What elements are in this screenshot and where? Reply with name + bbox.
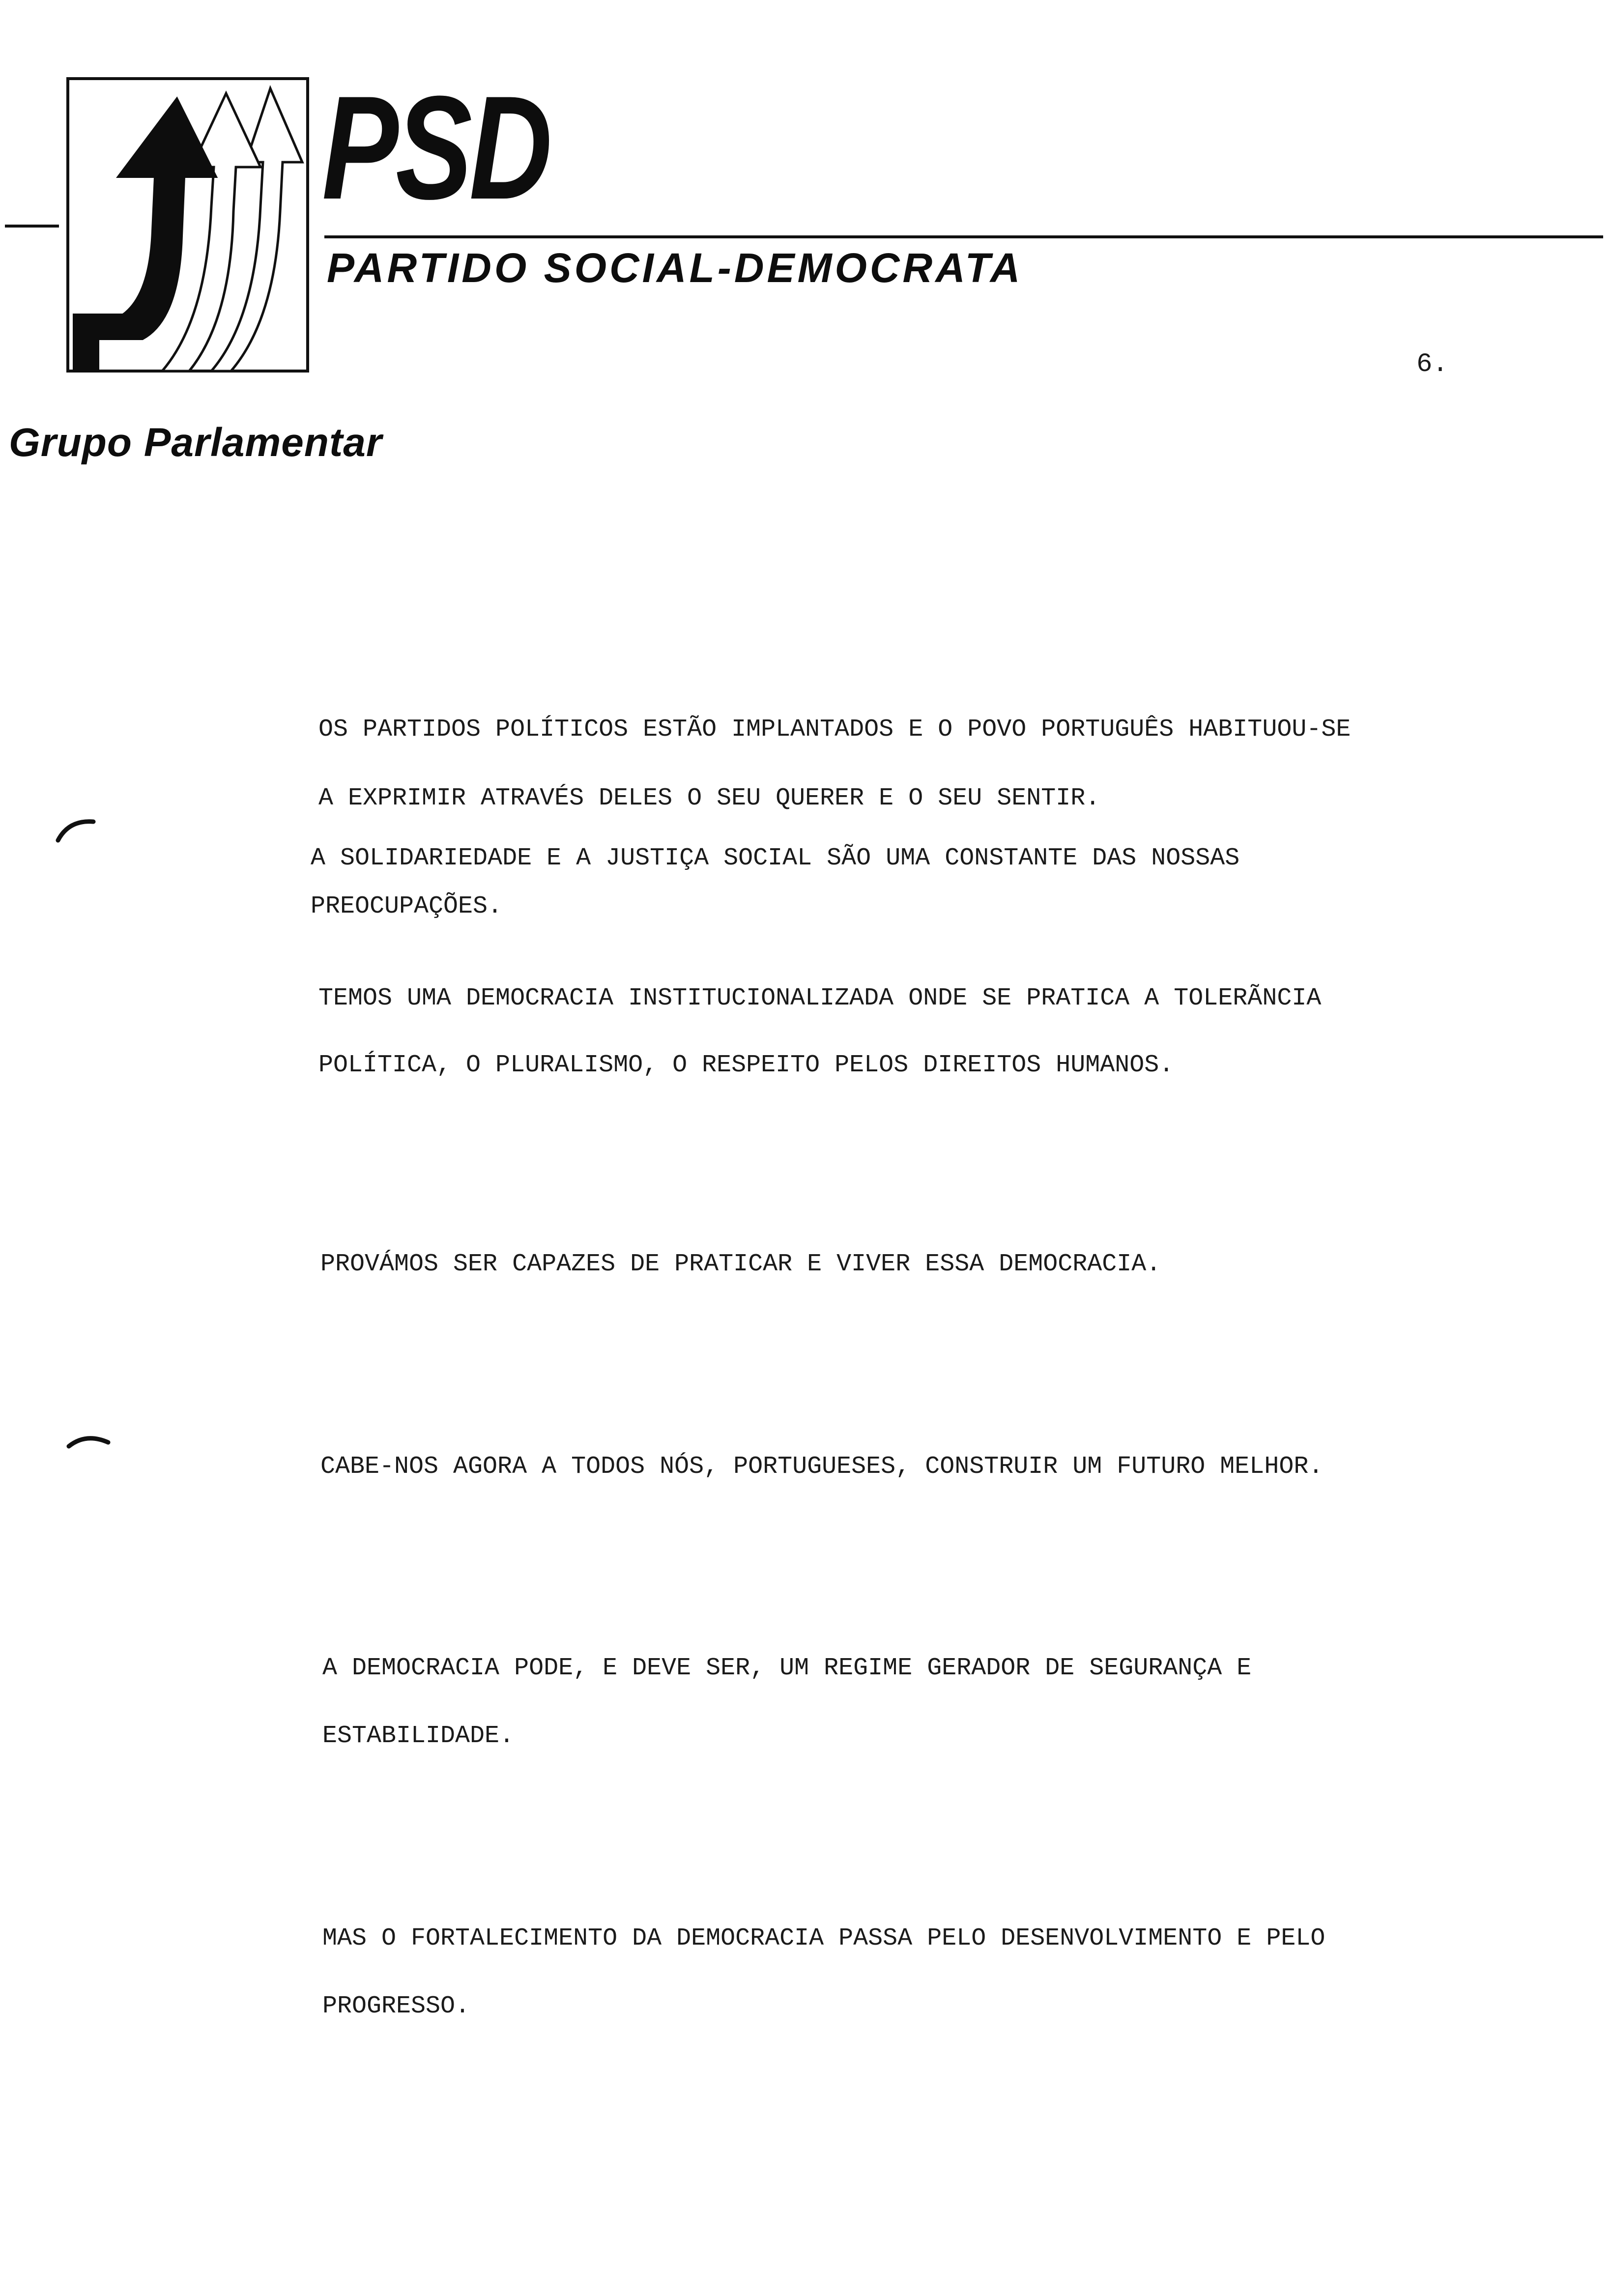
party-name: PARTIDO SOCIAL-DEMOCRATA (327, 245, 1023, 291)
body-line: A DEMOCRACIA PODE, E DEVE SER, UM REGIME GERADOR DE SEGURANÇA E (322, 1654, 1252, 1682)
body-line: PROGRESSO. (322, 1992, 470, 2020)
body-line: TEMOS UMA DEMOCRACIA INSTITUCIONALIZADA ONDE SE PRATICA A TOLERÃNCIA (318, 984, 1322, 1012)
body-line: OS PARTIDOS POLÍTICOS ESTÃO IMPLANTADOS E O POVO PORTUGUÊS HABITUOU-SE (318, 716, 1351, 744)
body-line: PROVÁMOS SER CAPAZES DE PRATICAR E VIVER ESSA DEMOCRACIA. (320, 1250, 1161, 1278)
party-abbreviation: PSD (322, 65, 549, 230)
body-line: POLÍTICA, O PLURALISMO, O RESPEITO PELOS DIREITOS HUMANOS. (318, 1051, 1174, 1079)
body-line: A EXPRIMIR ATRAVÉS DELES O SEU QUERER E O SEU SENTIR. (318, 784, 1100, 812)
body-line: CABE-NOS AGORA A TODOS NÓS, PORTUGUESES, CONSTRUIR UM FUTURO MELHOR. (320, 1453, 1324, 1481)
body-line: MAS O FORTALECIMENTO DA DEMOCRACIA PASSA PELO DESENVOLVIMENTO E PELO (322, 1924, 1325, 1952)
margin-mark-icon (54, 811, 98, 845)
margin-mark-icon (64, 1428, 113, 1452)
body-line: ESTABILIDADE. (322, 1722, 515, 1750)
body-line: A SOLIDARIEDADE E A JUSTIÇA SOCIAL SÃO UMA CONSTANTE DAS NOSSAS (311, 844, 1240, 872)
page-number: 6. (1416, 349, 1448, 379)
body-line: PREOCUPAÇÕES. (311, 892, 503, 920)
group-name: Grupo Parlamentar (9, 420, 382, 465)
